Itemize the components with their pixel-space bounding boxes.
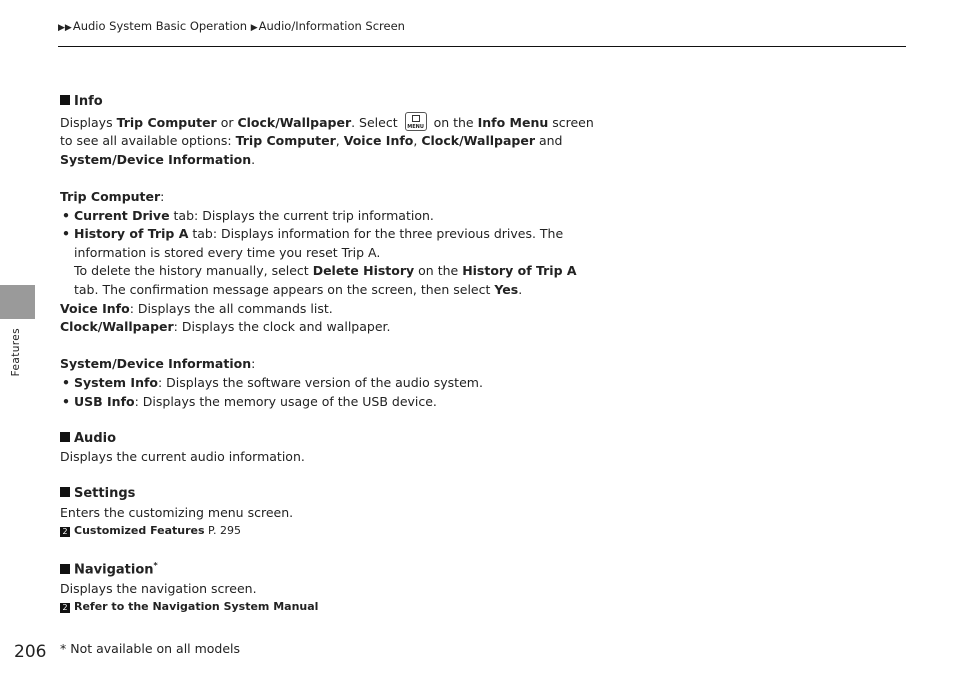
info-paragraph-line-2: to see all available options: Trip Computer, Voice Info, Clock/Wallpaper and (60, 133, 563, 149)
list-item-history-trip-a: • History of Trip A tab: Displays information for the three previous drives. The (62, 226, 564, 242)
heading-navigation: Navigation* (60, 557, 620, 580)
voice-info-line: Voice Info: Displays the all commands list. (60, 300, 333, 316)
clock-wallpaper-line: Clock/Wallpaper: Displays the clock and wallpaper. (60, 319, 391, 335)
breadcrumb-arrow-icon: ▶▶ (58, 23, 72, 33)
heading-square-icon (60, 95, 70, 105)
info-paragraph-line-3: System/Device Information. (60, 151, 256, 167)
reference-arrow-icon: 2 (60, 603, 70, 613)
heading-settings: Settings (60, 485, 620, 504)
heading-square-icon (60, 487, 70, 497)
heading-square-icon (60, 432, 70, 442)
page-number: 206 (14, 642, 47, 662)
settings-cross-reference[interactable]: 2 Customized Features P. 295 (60, 523, 620, 539)
list-item-current-drive: • Current Drive tab: Displays the current trip information. (62, 207, 434, 223)
navigation-text: Displays the navigation screen. (60, 581, 257, 597)
breadcrumb (58, 19, 405, 33)
heading-info: Info (60, 93, 620, 112)
menu-button-icon: MENU (405, 112, 427, 131)
list-item-system-info: • System Info: Displays the software version of the audio system. (62, 374, 483, 390)
side-section-label: Features (10, 328, 22, 377)
heading-square-icon (60, 564, 70, 574)
reference-arrow-icon: 2 (60, 527, 70, 537)
breadcrumb-item-1[interactable]: Audio System Basic Operation (72, 19, 248, 33)
heading-audio: Audio (60, 430, 620, 449)
system-device-label: System/Device Information: (60, 356, 256, 372)
history-trip-a-line-2: information is stored every time you reset Trip A. (74, 244, 381, 260)
page-content (60, 93, 620, 615)
header-rule (58, 46, 906, 47)
history-trip-a-line-4: tab. The confirmation message appears on the screen, then select Yes. (74, 281, 523, 297)
section-tab (0, 285, 35, 319)
info-paragraph-line-1: Displays Trip Computer or Clock/Wallpaper. Select MENU on the Info Menu screen (60, 112, 620, 133)
audio-text: Displays the current audio information. (60, 449, 305, 465)
navigation-cross-reference[interactable]: 2 Refer to the Navigation System Manual (60, 599, 620, 615)
trip-computer-label: Trip Computer: (60, 188, 165, 204)
history-trip-a-line-3: To delete the history manually, select Delete History on the History of Trip A (74, 263, 577, 279)
settings-text: Enters the customizing menu screen. (60, 505, 294, 521)
breadcrumb-item-2[interactable]: Audio/Information Screen (258, 19, 405, 33)
breadcrumb-arrow-icon: ▶ (250, 23, 258, 33)
footnote: * Not available on all models (60, 641, 241, 656)
list-item-usb-info: • USB Info: Displays the memory usage of the USB device. (62, 393, 437, 409)
